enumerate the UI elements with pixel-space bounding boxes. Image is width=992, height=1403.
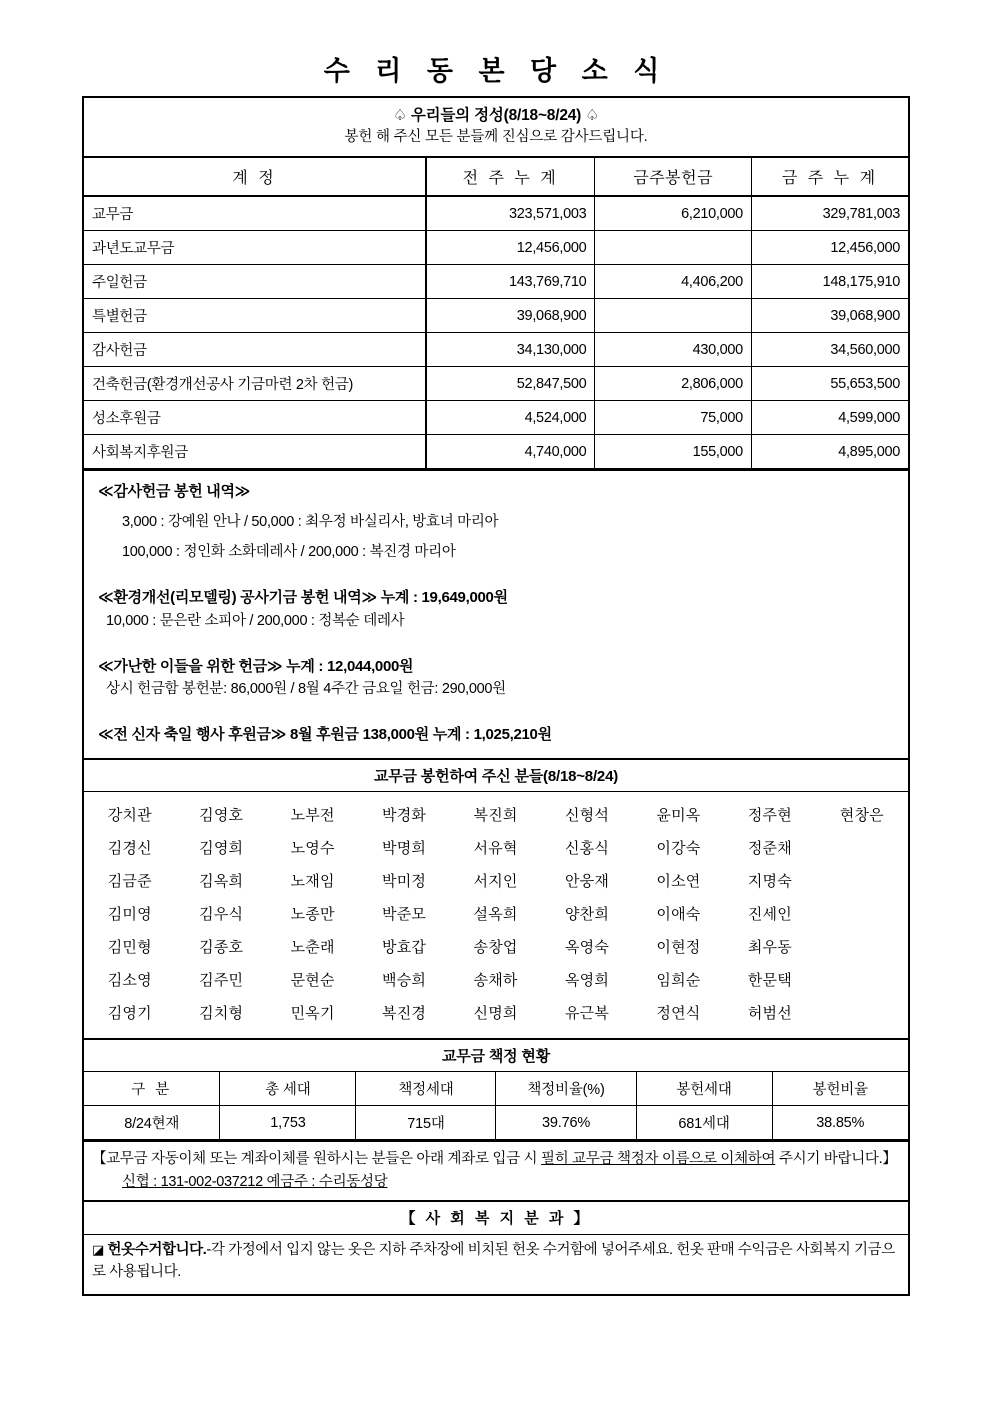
donor-name: 이현정	[656, 939, 701, 957]
finance-account: 교무금	[84, 196, 426, 231]
donor-name	[816, 930, 908, 963]
donor-name: 김경신	[107, 840, 152, 858]
thanks-offering-line-2: 100,000 : 정인화 소화데레사 / 200,000 : 복진경 마리아	[122, 543, 456, 560]
donor-name: 임희순	[656, 972, 701, 990]
allocation-offering-rate: 38.85%	[772, 1106, 908, 1140]
finance-week: 75,000	[595, 401, 752, 435]
finance-table	[84, 158, 908, 469]
finance-account: 과년도교무금	[84, 231, 426, 265]
spacer	[98, 700, 894, 714]
donor-name: 노부전	[290, 807, 335, 825]
finance-col-account: 계 정	[84, 158, 426, 196]
donor-name: 박명희	[382, 840, 427, 858]
donor-name: 민옥기	[290, 1005, 335, 1023]
finance-col-total: 금 주 누 계	[751, 158, 908, 196]
page-title: 수 리 동 본 당 소 식	[323, 56, 669, 86]
welfare-title: 【 사 회 복 지 분 과 】	[84, 1200, 908, 1235]
spacer	[98, 632, 894, 646]
table-row	[84, 930, 908, 963]
donor-name: 김종호	[199, 939, 244, 957]
finance-total: 4,895,000	[751, 435, 908, 469]
donor-name: 신형석	[564, 807, 610, 825]
bullet-square-icon: ◪	[92, 1242, 104, 1257]
thanks-offering-heading: ≪감사헌금 봉헌 내역≫	[98, 483, 251, 500]
bulletin-frame	[82, 96, 910, 1296]
donor-name: 정준채	[747, 840, 792, 858]
table-row	[84, 963, 908, 996]
account-notice-part3: 주시기 바랍니다.】	[775, 1151, 897, 1168]
donor-name: 노춘래	[290, 939, 335, 957]
donor-name: 최우동	[747, 939, 792, 957]
finance-prev: 4,740,000	[426, 435, 595, 469]
donor-name: 옥영숙	[564, 939, 610, 957]
allocation-col-offering-rate: 봉헌비율	[772, 1072, 908, 1106]
remodel-fund-line-1: 10,000 : 문은란 소피아 / 200,000 : 정복순 데레사	[106, 612, 405, 629]
account-notice-part1: 【교무금 자동이체 또는 계좌이체를 원하시는 분들은 아래 계좌로 입금 시	[92, 1151, 541, 1168]
finance-week: 4,406,200	[595, 265, 752, 299]
banner-subline: 봉헌 해 주신 모든 분들께 진심으로 감사드립니다.	[344, 129, 648, 146]
table-row	[84, 831, 908, 864]
donor-name: 박준모	[382, 906, 427, 924]
finance-week: 2,806,000	[595, 367, 752, 401]
finance-week	[595, 231, 752, 265]
poor-offering-heading: ≪가난한 이들을 위한 헌금≫ 누계 : 12,044,000원	[98, 657, 414, 675]
donor-name: 강치관	[107, 807, 152, 825]
donor-name: 김금준	[107, 873, 152, 891]
donor-name	[816, 897, 908, 930]
finance-week: 430,000	[595, 333, 752, 367]
allocation-table	[84, 1072, 908, 1140]
finance-total: 55,653,500	[751, 367, 908, 401]
finance-week: 155,000	[595, 435, 752, 469]
donor-name: 김옥희	[199, 873, 244, 891]
donor-name: 옥영희	[564, 972, 610, 990]
donor-name: 노재임	[290, 873, 335, 891]
feast-sponsorship-heading: ≪전 신자 축일 행사 후원금≫ 8월 후원금 138,000원 누계 : 1,025,210원	[98, 726, 552, 744]
welfare-lead: 헌옷수거합니다.	[107, 1242, 207, 1258]
donor-name	[816, 963, 908, 996]
donor-name: 노영수	[290, 840, 335, 858]
donor-name: 복진경	[382, 1005, 427, 1023]
finance-header-row	[84, 158, 908, 196]
donor-name: 서유혁	[473, 840, 518, 858]
donor-name: 김우식	[199, 906, 244, 924]
table-row	[84, 333, 908, 367]
welfare-text: -각 가정에서 입지 않는 옷은 지하 주차장에 비치된 헌옷 수거함에 넣어주세요. 헌옷 판매 수익금은 사회복지 기금으로 사용됩니다.	[92, 1242, 895, 1280]
allocation-assigned-households: 715대	[356, 1106, 496, 1140]
finance-total: 12,456,000	[751, 231, 908, 265]
donor-name: 김영호	[199, 807, 244, 825]
finance-account: 주일헌금	[84, 265, 426, 299]
donor-name: 신명희	[473, 1005, 518, 1023]
remodel-fund-heading: ≪환경개선(리모델링) 공사기금 봉헌 내역≫ 누계 : 19,649,000원	[98, 588, 508, 606]
finance-account: 건축헌금(환경개선공사 기금마련 2차 헌금)	[84, 367, 426, 401]
donor-name: 이소연	[656, 873, 701, 891]
welfare-body	[84, 1235, 908, 1294]
offering-details-section	[84, 469, 908, 760]
donor-name: 김주민	[199, 972, 244, 990]
table-row	[84, 401, 908, 435]
finance-account: 감사헌금	[84, 333, 426, 367]
thanks-offering-line-1: 3,000 : 강예원 안나 / 50,000 : 최우정 바실리사, 방효녀 마리아	[122, 513, 499, 530]
allocation-total-households: 1,753	[220, 1106, 356, 1140]
table-row	[84, 1106, 908, 1140]
finance-prev: 4,524,000	[426, 401, 595, 435]
donor-names-section	[84, 760, 908, 1038]
donor-name: 안웅재	[564, 873, 610, 891]
donor-name: 양찬희	[564, 906, 610, 924]
allocation-header-row	[84, 1072, 908, 1106]
finance-account: 특별헌금	[84, 299, 426, 333]
allocation-title: 교무금 책정 현황	[84, 1040, 908, 1072]
donor-name: 복진희	[473, 807, 518, 825]
finance-week	[595, 299, 752, 333]
allocation-col-assigned-households: 책정세대	[356, 1072, 496, 1106]
welfare-section	[84, 1200, 908, 1294]
allocation-category: 8/24현재	[84, 1106, 220, 1140]
donor-name: 윤미옥	[656, 807, 701, 825]
donor-name: 송채하	[473, 972, 518, 990]
allocation-section	[84, 1038, 908, 1140]
table-row	[84, 367, 908, 401]
donor-name: 박경화	[382, 807, 427, 825]
donor-name: 김영희	[199, 840, 244, 858]
table-row	[84, 435, 908, 469]
finance-total: 39,068,900	[751, 299, 908, 333]
donor-name: 백승희	[382, 972, 427, 990]
finance-prev: 323,571,003	[426, 196, 595, 231]
donor-names-title: 교무금 봉헌하여 주신 분들(8/18~8/24)	[84, 760, 908, 792]
donor-name: 서지인	[473, 873, 518, 891]
donor-name: 진세인	[747, 906, 792, 924]
finance-total: 34,560,000	[751, 333, 908, 367]
donor-name: 박미정	[382, 873, 427, 891]
donor-name: 김미영	[107, 906, 152, 924]
table-row	[84, 196, 908, 231]
finance-prev: 143,769,710	[426, 265, 595, 299]
donor-name: 유근복	[564, 1005, 610, 1023]
donor-name: 김치형	[199, 1005, 244, 1023]
donor-name: 설옥희	[473, 906, 518, 924]
finance-total: 329,781,003	[751, 196, 908, 231]
finance-prev: 34,130,000	[426, 333, 595, 367]
offering-banner	[84, 98, 908, 158]
finance-total: 4,599,000	[751, 401, 908, 435]
allocation-col-assigned-rate: 책정비율(%)	[496, 1072, 636, 1106]
finance-account: 성소후원금	[84, 401, 426, 435]
poor-offering-line-1: 상시 헌금함 봉헌분: 86,000원 / 8월 4주간 금요일 헌금: 290,000원	[106, 681, 506, 698]
table-row	[84, 798, 908, 831]
donor-name: 송창업	[473, 939, 518, 957]
donor-name: 방효갑	[382, 939, 427, 957]
allocation-col-total-households: 총 세대	[220, 1072, 356, 1106]
finance-prev: 39,068,900	[426, 299, 595, 333]
spacer	[98, 563, 894, 577]
donor-name: 이애숙	[656, 906, 701, 924]
bank-account-info: 신협 : 131-002-037212 예금주 : 수리동성당	[122, 1173, 388, 1190]
finance-col-prev-total: 전 주 누 계	[426, 158, 595, 196]
finance-prev: 52,847,500	[426, 367, 595, 401]
donor-name: 노종만	[290, 906, 335, 924]
allocation-col-offering-households: 봉헌세대	[636, 1072, 772, 1106]
donor-name: 한문택	[747, 972, 792, 990]
finance-account: 사회복지후원금	[84, 435, 426, 469]
table-row	[84, 299, 908, 333]
donor-name: 김소영	[107, 972, 152, 990]
donor-name: 현창은	[839, 807, 884, 825]
allocation-col-category: 구 분	[84, 1072, 220, 1106]
account-notice-emphasis: 필히 교무금 책정자 이름으로 이체하여	[541, 1151, 776, 1168]
allocation-assigned-rate: 39.76%	[496, 1106, 636, 1140]
table-row	[84, 996, 908, 1029]
donor-name	[816, 864, 908, 897]
donor-names-grid	[84, 792, 908, 1038]
banner-headline: ♤ 우리들의 정성(8/18~8/24) ♤	[393, 107, 599, 124]
finance-prev: 12,456,000	[426, 231, 595, 265]
account-notice	[84, 1140, 908, 1200]
donor-name: 정주현	[747, 807, 792, 825]
donor-name: 신홍식	[564, 840, 610, 858]
table-row	[84, 864, 908, 897]
donor-name: 지명숙	[747, 873, 792, 891]
donor-name: 김영기	[107, 1005, 152, 1023]
donor-name	[816, 996, 908, 1029]
donor-name: 정연식	[656, 1005, 701, 1023]
allocation-offering-households: 681세대	[636, 1106, 772, 1140]
finance-week: 6,210,000	[595, 196, 752, 231]
donor-name: 이강숙	[656, 840, 701, 858]
table-row	[84, 231, 908, 265]
donor-name: 문현순	[290, 972, 335, 990]
finance-col-week: 금주봉헌금	[595, 158, 752, 196]
donor-name: 허범선	[747, 1005, 792, 1023]
donor-name	[816, 831, 908, 864]
table-row	[84, 265, 908, 299]
finance-body	[84, 196, 908, 469]
finance-total: 148,175,910	[751, 265, 908, 299]
donor-name: 김민형	[107, 939, 152, 957]
table-row	[84, 897, 908, 930]
